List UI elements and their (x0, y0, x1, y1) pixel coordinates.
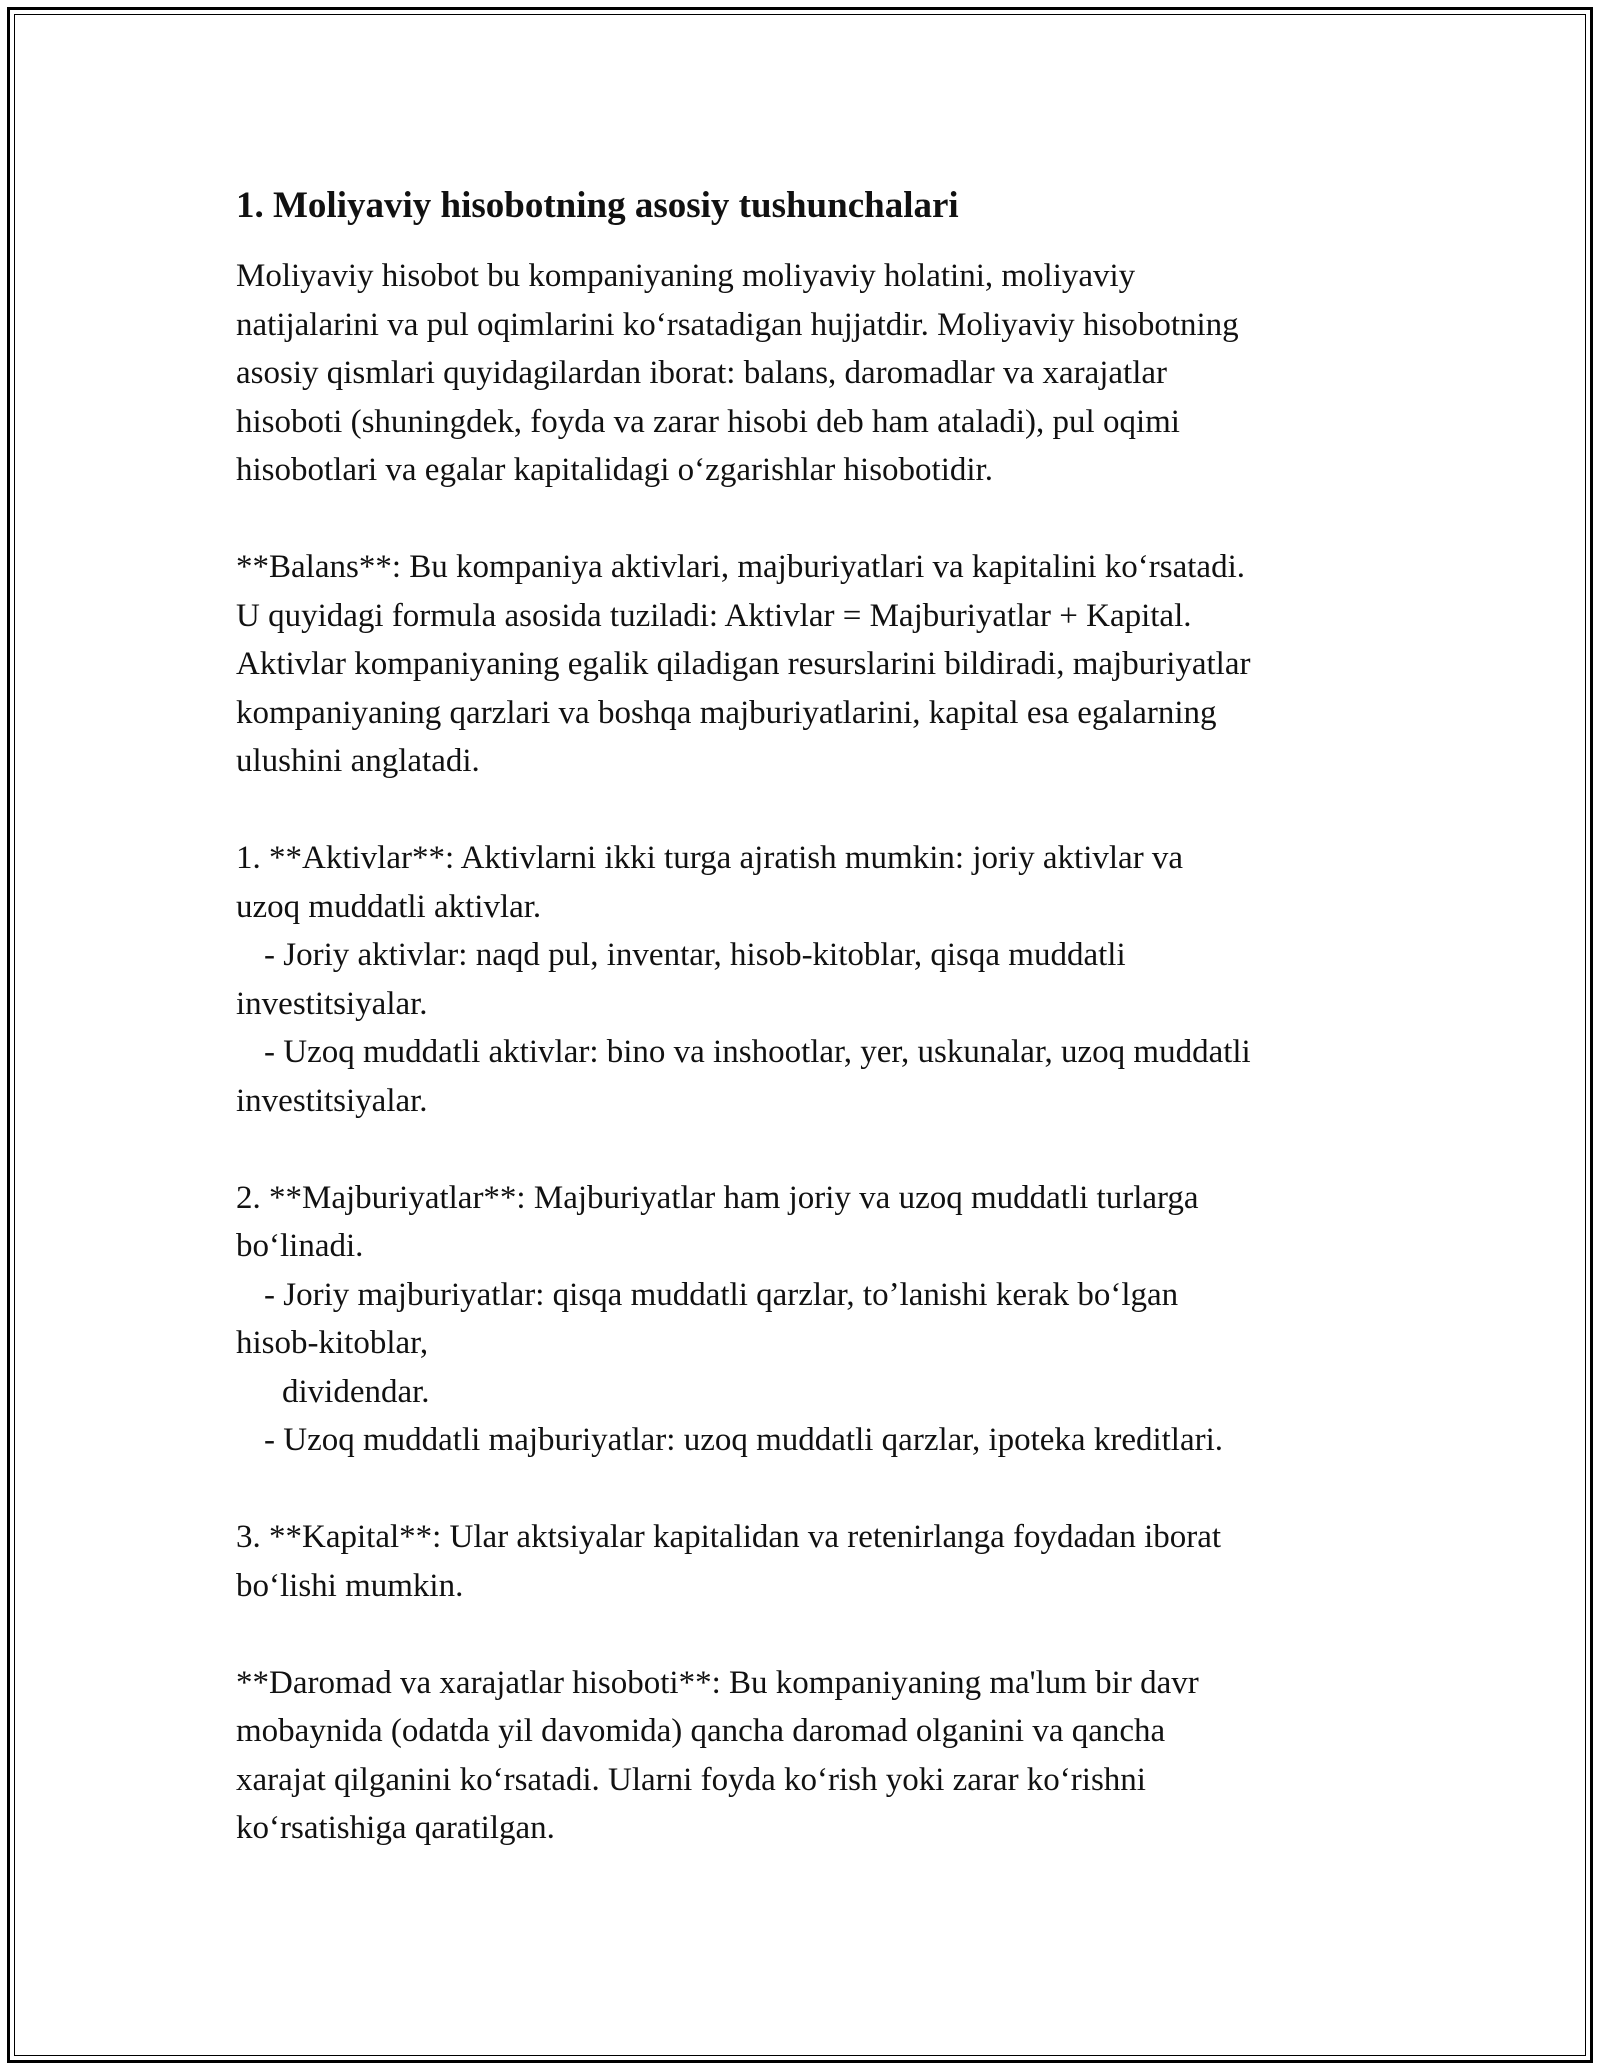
text-line: mobaynida (odatda yil davomida) qancha daromad olganini va qancha (236, 1713, 1166, 1749)
text-line: **Daromad va xarajatlar hisoboti**: Bu kompaniyaning ma'lum bir davr (236, 1664, 1199, 1701)
sub-list-item: - Uzoq muddatli aktivlar: bino va inshootlar, yer, uskunalar, uzoq muddatli (264, 1034, 1251, 1070)
text-line: Aktivlar kompaniyaning egalik qiladigan resurslarini bildiradi, majburiyatlar (236, 646, 1251, 682)
paragraph-spacer (236, 1610, 1386, 1659)
text-line: xarajat qilganini koʻrsatadi. Ularni foyda koʻrish yoki zarar koʻrishni (236, 1761, 1146, 1798)
section-heading: 1. Moliyaviy hisobotning asosiy tushunchalari (236, 185, 959, 226)
intro-paragraph (236, 252, 1386, 495)
text-line: boʻlinadi. (236, 1228, 364, 1264)
text-line: ulushini anglatadi. (236, 743, 480, 779)
text-line: hisob-kitoblar, (236, 1325, 429, 1361)
text-line: hisoboti (shuningdek, foyda va zarar hisobi deb ham ataladi), pul oqimi (236, 403, 1180, 440)
daromad-paragraph (236, 1659, 1386, 1853)
text-line: investitsiyalar. (236, 1082, 428, 1119)
majburiyatlar-list-item (236, 1174, 1386, 1465)
aktivlar-list-item (236, 834, 1386, 1125)
text-line: U quyidagi formula asosida tuziladi: Aktivlar = Majburiyatlar + Kapital. (236, 597, 1192, 634)
paragraph-spacer (236, 786, 1386, 835)
kapital-list-item (236, 1513, 1386, 1610)
text-line: 3. **Kapital**: Ular aktsiyalar kapitalidan va retenirlanga foydadan iborat (236, 1519, 1222, 1555)
text-line: **Balans**: Bu kompaniya aktivlari, majburiyatlari va kapitalini koʻrsatadi. (236, 549, 1245, 585)
text-line: natijalarini va pul oqimlarini koʻrsatadigan hujjatdir. Moliyaviy hisobotning (236, 306, 1239, 343)
text-line: boʻlishi mumkin. (236, 1567, 464, 1604)
paragraph-spacer (236, 1465, 1386, 1514)
paragraph-spacer (236, 495, 1386, 544)
text-line: dividendar. (282, 1373, 430, 1410)
sub-list-item: - Uzoq muddatli majburiyatlar: uzoq muddatli qarzlar, ipoteka kreditlari. (264, 1422, 1224, 1458)
text-line: 1. **Aktivlar**: Aktivlarni ikki turga ajratish mumkin: joriy aktivlar va (236, 840, 1184, 876)
text-line: Moliyaviy hisobot bu kompaniyaning moliyaviy holatini, moliyaviy (236, 258, 1136, 294)
text-line: 2. **Majburiyatlar**: Majburiyatlar ham joriy va uzoq muddatli turlarga (236, 1179, 1199, 1216)
text-line: investitsiyalar. (236, 985, 428, 1022)
text-line: uzoq muddatli aktivlar. (236, 888, 542, 925)
text-line: kompaniyaning qarzlari va boshqa majburiyatlarini, kapital esa egalarning (236, 694, 1217, 731)
sub-list-item: - Joriy aktivlar: naqd pul, inventar, hisob-kitoblar, qisqa muddatli (264, 937, 1126, 973)
text-line: hisobotlari va egalar kapitalidagi oʻzgarishlar hisobotidir. (236, 452, 993, 488)
paragraph-spacer (236, 1125, 1386, 1174)
sub-list-item: - Joriy majburiyatlar: qisqa muddatli qarzlar, toʼlanishi kerak boʻlgan (264, 1276, 1179, 1313)
text-line: koʻrsatishiga qaratilgan. (236, 1810, 555, 1846)
document-body (236, 182, 1386, 1853)
text-line: asosiy qismlari quyidagilardan iborat: balans, daromadlar va xarajatlar (236, 355, 1168, 391)
balans-paragraph (236, 543, 1386, 786)
